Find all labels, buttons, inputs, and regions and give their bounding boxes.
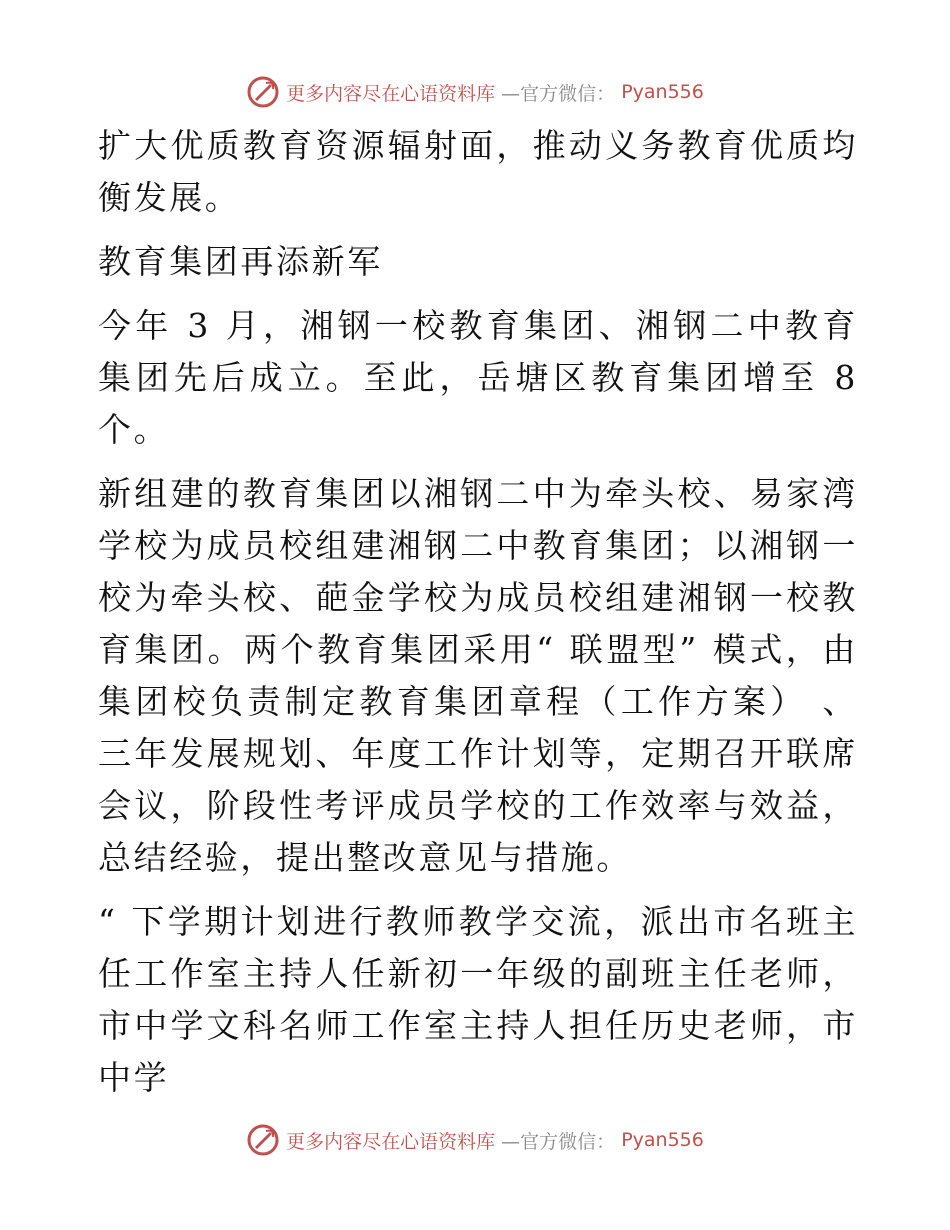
watermark-separator: —官方微信： — [501, 82, 616, 105]
section-heading: 教育集团再添新军 — [98, 242, 383, 281]
paragraph-1: 扩大优质教育资源辐射面，推动义务教育优质均衡发展。 — [98, 126, 858, 217]
footer-watermark — [0, 1120, 950, 1160]
paragraph-2: 今年 3 月，湘钢一校教育集团、湘钢二中教育集团先后成立。至此，岳塘区教育集团增至 8 个。 — [98, 306, 858, 449]
quill-logo-icon — [246, 75, 280, 109]
header-watermark — [0, 72, 950, 112]
quill-logo-icon — [246, 1123, 280, 1157]
document-body — [98, 120, 858, 1104]
watermark-text: 更多内容尽在心语资料库 — [286, 82, 496, 105]
watermark-contact: Pyan556 — [621, 81, 704, 103]
watermark-text: 更多内容尽在心语资料库 — [286, 1130, 496, 1153]
watermark-separator: —官方微信： — [501, 1130, 616, 1153]
watermark-contact: Pyan556 — [621, 1129, 704, 1151]
paragraph-3: 新组建的教育集团以湘钢二中为牵头校、易家湾学校为成员校组建湘钢二中教育集团；以湘钢一校为牵头校、葩金学校为成员校组建湘钢一校教育集团。两个教育集团采用“ 联盟型” 模式，由集团校负责制定教育集团章程（工作方案） 、三年发展规划、年度工作计划等，定期召开联席会议，阶段性考评成员学校的工作效率与效益，总结经验，提出整改意见与措施。 — [98, 474, 858, 877]
paragraph-4: “ 下学期计划进行教师教学交流，派出市名班主任工作室主持人任新初一年级的副班主任老师，市中学文科名师工作室主持人担任历史老师，市中学 — [98, 902, 858, 1097]
